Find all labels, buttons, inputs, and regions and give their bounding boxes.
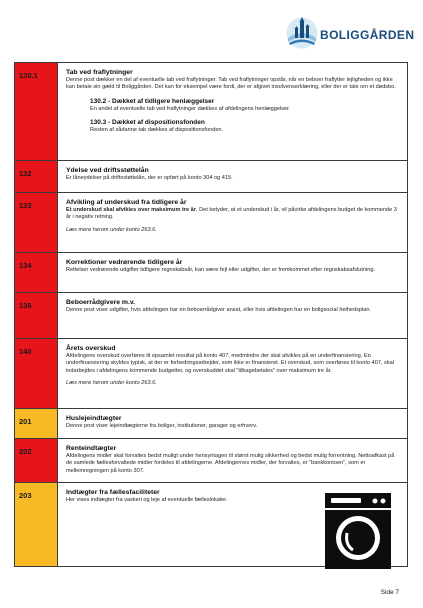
account-code: 132 xyxy=(15,161,58,193)
account-code: 134 xyxy=(15,253,58,293)
account-text: Er låneydelser på driftsstøttelån, der er opført på konto 304 og 415. xyxy=(66,175,233,181)
account-text-rest: . Det betyder, at et underskud i år, vil påvirke afdelingens budget de kommende 3 år i negativ retning. xyxy=(66,207,397,221)
sub-account xyxy=(90,119,399,134)
sub-account xyxy=(90,98,399,113)
account-description xyxy=(58,339,408,409)
brand-logo xyxy=(286,16,415,52)
account-row xyxy=(15,439,408,483)
account-content xyxy=(66,489,399,504)
account-title: Indtægter fra fællesfaciliteter xyxy=(66,489,160,496)
account-note: Læs mere herom under konto 263.6. xyxy=(66,226,157,233)
account-text: Afdelingens midler skal forvaltes bedst muligt under hensyntagen til størst mulig sikkerhed og bedst mulig forrentning. Nettoafkast på de samlede fællesforvaltede midler fordeles til afdelingerne. Afdelingernes midler, der forvaltes, er "bankkontoen", som er mellemregningen på konto 307. xyxy=(66,453,395,474)
account-text: Denne post viser lejeindtægterne fra boliger, institutioner, garager og erhverv. xyxy=(66,423,258,429)
account-title: Ydelse ved driftsstøttelån xyxy=(66,167,149,174)
account-code: 201 xyxy=(15,409,58,439)
sub-account-title: 130.2 - Dækket af tidligere henlæggelser xyxy=(90,97,215,105)
account-description xyxy=(58,293,408,339)
account-title: Tab ved fraflytninger xyxy=(66,69,133,76)
account-row xyxy=(15,339,408,409)
account-title: Afvikling af underskud fra tidligere år xyxy=(66,199,187,206)
account-description xyxy=(58,483,408,567)
account-row xyxy=(15,63,408,161)
account-code: 133 xyxy=(15,193,58,253)
account-text: Denne post dækker en del af eventuelle tab ved fraflytninger. Tab ved fraflytninger opstår, når en beboer fraflytter lejligheden og ikke kan betale sin gæld til Boliggården. Det kan for eksempel være fordi, der er afgivet insolvenserklæring, eller der er tale om et dødsbo. xyxy=(66,77,396,91)
account-note: Læs mere herom under konto 263.6. xyxy=(66,380,157,387)
account-title: Renteindtægter xyxy=(66,445,117,452)
page-number: Side 7 xyxy=(380,589,399,596)
account-description xyxy=(58,63,408,161)
account-row xyxy=(15,253,408,293)
account-row xyxy=(15,161,408,193)
account-table xyxy=(14,62,408,567)
account-code: 202 xyxy=(15,439,58,483)
account-title: Årets overskud xyxy=(66,345,116,352)
account-row xyxy=(15,193,408,253)
account-row xyxy=(15,483,408,567)
account-text: Rettelser vedrørende udgifter tidligere regnskabsår, kan være fejl eller udgifter, der er fremkommet efter regnskabsafslutning. xyxy=(66,267,376,273)
account-code: 136 xyxy=(15,293,58,339)
account-code: 140 xyxy=(15,339,58,409)
sub-account-text: Resten af sådanne tab dækkes af dispositionsfonden. xyxy=(90,127,224,134)
account-row xyxy=(15,409,408,439)
account-lead: Et underskud skal afvikles over maksimum tre år xyxy=(66,207,196,213)
washing-machine-icon xyxy=(325,493,391,569)
account-row xyxy=(15,293,408,339)
account-text: Afdelingens overskud overføres til opsamlet resultat på konto 407, medmindre der skal afvikles på en underfinansiering. En underfinansiering skyldes typisk, at der er forbedringsarbejder, som ikke er finansieret. Et overskud, som overføres til konto 407, skal indarbejdes i afdelingens kommende budgetter, og overskuddet skal "tilbagebetales" over maksimum tre år. xyxy=(66,353,395,374)
account-code: 203 xyxy=(15,483,58,567)
account-text xyxy=(66,207,399,222)
account-code: 130.1 xyxy=(15,63,58,161)
account-description xyxy=(58,439,408,483)
account-text: Denne post viser udgifter, hvis afdelingen har en beboerrådgiver ansat, eller hvis afdelingen har en boligsocial helhedsplan. xyxy=(66,307,372,313)
brand-name: BOLIGGÅRDEN xyxy=(320,28,415,42)
account-description xyxy=(58,193,408,253)
church-tower-icon xyxy=(286,16,318,50)
sub-account-title: 130.3 - Dækket af dispositionsfonden xyxy=(90,119,205,127)
account-title: Beboerrådgivere m.v. xyxy=(66,299,136,306)
account-text: Her vises indtægter fra vaskeri og leje af eventuelle fælleslokaler. xyxy=(66,497,228,503)
account-description xyxy=(58,253,408,293)
account-title: Huslejeindtægter xyxy=(66,415,122,422)
sub-account-text: En andel af eventuelle tab ved fraflytninger dækkes af afdelingens henlæggelser. xyxy=(90,105,291,112)
account-description xyxy=(58,161,408,193)
account-description xyxy=(58,409,408,439)
account-title: Korrektioner vedrørende tidligere år xyxy=(66,259,183,266)
